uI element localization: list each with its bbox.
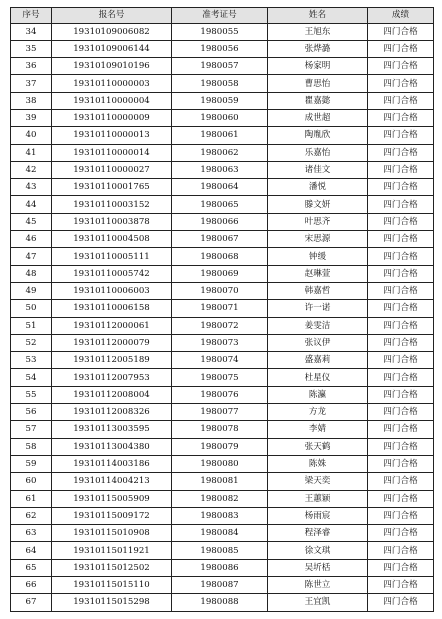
cell-registration-no: 19310110003152: [52, 196, 172, 213]
cell-registration-no: 19310115011921: [52, 542, 172, 559]
cell-score: 四门合格: [368, 109, 434, 126]
cell-name: 诸佳文: [268, 161, 368, 178]
cell-registration-no: 19310110004508: [52, 231, 172, 248]
cell-name: 王蕙颖: [268, 490, 368, 507]
cell-registration-no: 19310110003878: [52, 213, 172, 230]
cell-name: 滕文妍: [268, 196, 368, 213]
cell-seq: 55: [11, 386, 52, 403]
cell-score: 四门合格: [368, 421, 434, 438]
table-row: [11, 594, 434, 611]
cell-registration-no: 19310112007953: [52, 369, 172, 386]
cell-score: 四门合格: [368, 300, 434, 317]
cell-score: 四门合格: [368, 127, 434, 144]
cell-name: 许一诺: [268, 300, 368, 317]
cell-registration-no: 19310114004213: [52, 473, 172, 490]
table-row: [11, 473, 434, 490]
cell-score: 四门合格: [368, 334, 434, 351]
cell-name: 张天鹤: [268, 438, 368, 455]
cell-score: 四门合格: [368, 196, 434, 213]
cell-ticket-no: 1980085: [172, 542, 268, 559]
cell-seq: 48: [11, 265, 52, 282]
table-row: [11, 75, 434, 92]
cell-ticket-no: 1980088: [172, 594, 268, 611]
table-row: [11, 577, 434, 594]
cell-ticket-no: 1980061: [172, 127, 268, 144]
table-row: [11, 23, 434, 40]
cell-seq: 38: [11, 92, 52, 109]
cell-score: 四门合格: [368, 92, 434, 109]
table-row: [11, 161, 434, 178]
cell-name: 韩嘉哲: [268, 282, 368, 299]
header-name: 姓名: [268, 8, 368, 24]
cell-ticket-no: 1980087: [172, 577, 268, 594]
table-row: [11, 92, 434, 109]
cell-seq: 58: [11, 438, 52, 455]
cell-ticket-no: 1980065: [172, 196, 268, 213]
cell-ticket-no: 1980063: [172, 161, 268, 178]
cell-seq: 41: [11, 144, 52, 161]
cell-registration-no: 19310110000003: [52, 75, 172, 92]
cell-seq: 35: [11, 40, 52, 57]
cell-registration-no: 19310110001765: [52, 179, 172, 196]
cell-ticket-no: 1980067: [172, 231, 268, 248]
cell-score: 四门合格: [368, 559, 434, 576]
cell-ticket-no: 1980078: [172, 421, 268, 438]
cell-registration-no: 19310110000004: [52, 92, 172, 109]
cell-name: 瞿嘉懿: [268, 92, 368, 109]
cell-ticket-no: 1980066: [172, 213, 268, 230]
cell-seq: 56: [11, 404, 52, 421]
table-row: [11, 559, 434, 576]
cell-seq: 46: [11, 231, 52, 248]
cell-name: 姜雯洁: [268, 317, 368, 334]
cell-score: 四门合格: [368, 438, 434, 455]
cell-score: 四门合格: [368, 473, 434, 490]
cell-registration-no: 19310110005742: [52, 265, 172, 282]
cell-ticket-no: 1980062: [172, 144, 268, 161]
cell-seq: 64: [11, 542, 52, 559]
cell-ticket-no: 1980055: [172, 23, 268, 40]
cell-ticket-no: 1980083: [172, 507, 268, 524]
table-row: [11, 317, 434, 334]
cell-ticket-no: 1980084: [172, 525, 268, 542]
cell-seq: 66: [11, 577, 52, 594]
cell-registration-no: 19310110000009: [52, 109, 172, 126]
cell-ticket-no: 1980077: [172, 404, 268, 421]
cell-seq: 36: [11, 58, 52, 75]
cell-ticket-no: 1980076: [172, 386, 268, 403]
cell-registration-no: 19310109006082: [52, 23, 172, 40]
cell-score: 四门合格: [368, 490, 434, 507]
table-row: [11, 248, 434, 265]
cell-ticket-no: 1980057: [172, 58, 268, 75]
cell-name: 宋思源: [268, 231, 368, 248]
cell-ticket-no: 1980068: [172, 248, 268, 265]
table-row: [11, 455, 434, 472]
cell-name: 张议伊: [268, 334, 368, 351]
table-row: [11, 196, 434, 213]
cell-score: 四门合格: [368, 455, 434, 472]
cell-registration-no: 19310112008004: [52, 386, 172, 403]
cell-score: 四门合格: [368, 577, 434, 594]
cell-registration-no: 19310109010196: [52, 58, 172, 75]
cell-name: 曹思怡: [268, 75, 368, 92]
cell-registration-no: 19310113004380: [52, 438, 172, 455]
cell-registration-no: 19310110005111: [52, 248, 172, 265]
cell-name: 潘悦: [268, 179, 368, 196]
table-row: [11, 507, 434, 524]
cell-name: 张烨潞: [268, 40, 368, 57]
cell-registration-no: 19310115005909: [52, 490, 172, 507]
cell-ticket-no: 1980082: [172, 490, 268, 507]
cell-name: 陈瀛: [268, 386, 368, 403]
cell-score: 四门合格: [368, 507, 434, 524]
cell-score: 四门合格: [368, 23, 434, 40]
cell-ticket-no: 1980064: [172, 179, 268, 196]
cell-ticket-no: 1980060: [172, 109, 268, 126]
cell-seq: 47: [11, 248, 52, 265]
cell-registration-no: 19310115012502: [52, 559, 172, 576]
cell-ticket-no: 1980081: [172, 473, 268, 490]
table-body: [11, 23, 434, 611]
cell-score: 四门合格: [368, 282, 434, 299]
cell-score: 四门合格: [368, 75, 434, 92]
cell-seq: 50: [11, 300, 52, 317]
cell-ticket-no: 1980079: [172, 438, 268, 455]
header-score: 成绩: [368, 8, 434, 24]
table-row: [11, 144, 434, 161]
cell-seq: 57: [11, 421, 52, 438]
cell-name: 杨雨宸: [268, 507, 368, 524]
cell-name: 成世超: [268, 109, 368, 126]
cell-seq: 67: [11, 594, 52, 611]
cell-score: 四门合格: [368, 179, 434, 196]
cell-ticket-no: 1980075: [172, 369, 268, 386]
cell-registration-no: 19310112000061: [52, 317, 172, 334]
cell-score: 四门合格: [368, 542, 434, 559]
cell-seq: 40: [11, 127, 52, 144]
cell-name: 陈世立: [268, 577, 368, 594]
cell-registration-no: 19310112005189: [52, 352, 172, 369]
cell-ticket-no: 1980059: [172, 92, 268, 109]
table-row: [11, 109, 434, 126]
cell-name: 王宜凯: [268, 594, 368, 611]
table-row: [11, 265, 434, 282]
cell-registration-no: 19310113003595: [52, 421, 172, 438]
cell-seq: 59: [11, 455, 52, 472]
cell-score: 四门合格: [368, 525, 434, 542]
cell-seq: 42: [11, 161, 52, 178]
cell-seq: 49: [11, 282, 52, 299]
table-row: [11, 127, 434, 144]
cell-name: 叶思齐: [268, 213, 368, 230]
cell-seq: 44: [11, 196, 52, 213]
cell-seq: 45: [11, 213, 52, 230]
cell-ticket-no: 1980056: [172, 40, 268, 57]
cell-score: 四门合格: [368, 594, 434, 611]
cell-seq: 53: [11, 352, 52, 369]
cell-seq: 34: [11, 23, 52, 40]
cell-seq: 39: [11, 109, 52, 126]
cell-registration-no: 19310110000013: [52, 127, 172, 144]
cell-seq: 61: [11, 490, 52, 507]
cell-seq: 63: [11, 525, 52, 542]
cell-registration-no: 19310110000027: [52, 161, 172, 178]
table-row: [11, 490, 434, 507]
cell-ticket-no: 1980080: [172, 455, 268, 472]
cell-ticket-no: 1980058: [172, 75, 268, 92]
table-row: [11, 40, 434, 57]
cell-seq: 51: [11, 317, 52, 334]
cell-registration-no: 19310110000014: [52, 144, 172, 161]
table-row: [11, 58, 434, 75]
cell-score: 四门合格: [368, 40, 434, 57]
cell-registration-no: 19310109006144: [52, 40, 172, 57]
cell-registration-no: 19310115009172: [52, 507, 172, 524]
cell-score: 四门合格: [368, 352, 434, 369]
cell-seq: 62: [11, 507, 52, 524]
cell-registration-no: 19310115015298: [52, 594, 172, 611]
table-row: [11, 525, 434, 542]
cell-name: 杨家明: [268, 58, 368, 75]
table-row: [11, 404, 434, 421]
cell-score: 四门合格: [368, 248, 434, 265]
table-header-row: [11, 8, 434, 24]
cell-registration-no: 19310115015110: [52, 577, 172, 594]
table-row: [11, 282, 434, 299]
cell-registration-no: 19310115010908: [52, 525, 172, 542]
cell-ticket-no: 1980074: [172, 352, 268, 369]
cell-name: 梁天奕: [268, 473, 368, 490]
table-row: [11, 231, 434, 248]
table-row: [11, 369, 434, 386]
cell-score: 四门合格: [368, 213, 434, 230]
cell-name: 赵琳萱: [268, 265, 368, 282]
cell-registration-no: 19310114003186: [52, 455, 172, 472]
cell-seq: 54: [11, 369, 52, 386]
table-row: [11, 542, 434, 559]
cell-score: 四门合格: [368, 161, 434, 178]
cell-registration-no: 19310110006158: [52, 300, 172, 317]
table-row: [11, 213, 434, 230]
cell-ticket-no: 1980070: [172, 282, 268, 299]
header-registration-no: 报名号: [52, 8, 172, 24]
cell-score: 四门合格: [368, 404, 434, 421]
cell-score: 四门合格: [368, 386, 434, 403]
cell-ticket-no: 1980073: [172, 334, 268, 351]
header-ticket-no: 准考证号: [172, 8, 268, 24]
cell-score: 四门合格: [368, 144, 434, 161]
cell-score: 四门合格: [368, 231, 434, 248]
table-row: [11, 438, 434, 455]
cell-registration-no: 19310110006003: [52, 282, 172, 299]
cell-score: 四门合格: [368, 265, 434, 282]
cell-name: 李婧: [268, 421, 368, 438]
table-row: [11, 300, 434, 317]
table-row: [11, 421, 434, 438]
table-row: [11, 179, 434, 196]
cell-registration-no: 19310112000079: [52, 334, 172, 351]
cell-name: 程泽睿: [268, 525, 368, 542]
cell-seq: 52: [11, 334, 52, 351]
cell-seq: 65: [11, 559, 52, 576]
cell-name: 方龙: [268, 404, 368, 421]
cell-seq: 43: [11, 179, 52, 196]
cell-registration-no: 19310112008326: [52, 404, 172, 421]
cell-score: 四门合格: [368, 58, 434, 75]
cell-name: 钟缓: [268, 248, 368, 265]
cell-name: 盛嘉莉: [268, 352, 368, 369]
cell-score: 四门合格: [368, 369, 434, 386]
cell-score: 四门合格: [368, 317, 434, 334]
cell-ticket-no: 1980069: [172, 265, 268, 282]
table-row: [11, 334, 434, 351]
table-row: [11, 386, 434, 403]
header-seq: 序号: [11, 8, 52, 24]
table-row: [11, 352, 434, 369]
cell-name: 徐文琪: [268, 542, 368, 559]
cell-ticket-no: 1980086: [172, 559, 268, 576]
cell-seq: 60: [11, 473, 52, 490]
cell-ticket-no: 1980071: [172, 300, 268, 317]
cell-ticket-no: 1980072: [172, 317, 268, 334]
cell-name: 杜星仪: [268, 369, 368, 386]
cell-name: 王旭东: [268, 23, 368, 40]
results-table: [10, 7, 434, 612]
cell-name: 吴圻栝: [268, 559, 368, 576]
cell-name: 陶胤欣: [268, 127, 368, 144]
cell-name: 陈姝: [268, 455, 368, 472]
cell-seq: 37: [11, 75, 52, 92]
cell-name: 乐嘉怡: [268, 144, 368, 161]
